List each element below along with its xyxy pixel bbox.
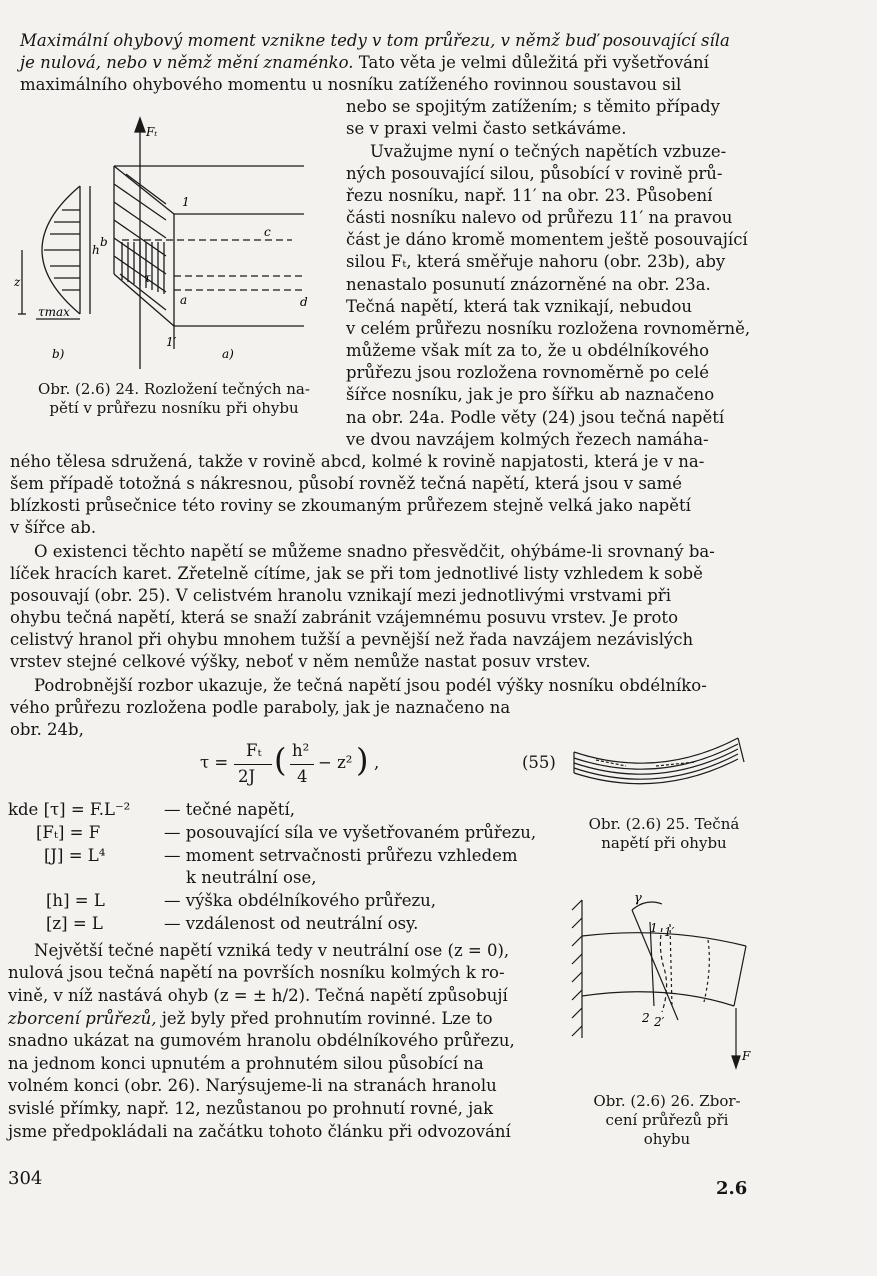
text-line: maximálního ohybového momentu u nosníku zatíženého rovinnou soustavou sil xyxy=(20,75,682,94)
formula-den: 2J xyxy=(238,767,256,786)
text-line: vině, v níž nastává ohyb (z = ± h/2). Tečná napětí způsobují xyxy=(8,986,508,1005)
equation-number: (55) xyxy=(522,753,556,772)
text-line: ného tělesa sdružená, takže v rovině abcd, kolmé k rovině napjatosti, která je v na- xyxy=(10,452,705,471)
text-line: průřezu jsou rozložena rovnoměrně po celé xyxy=(346,363,709,382)
page-number: 304 xyxy=(8,1168,43,1189)
text-line: blízkosti průsečnice této roviny se zkoumaným průřezem stejně velká jako napětí xyxy=(10,496,691,515)
definition-dim: [J] = L⁴ xyxy=(44,846,106,865)
figure-24-caption xyxy=(10,380,338,418)
definition-desc: — tečné napětí, xyxy=(164,800,295,819)
text-line: Tečná napětí, která tak vznikají, nebudou xyxy=(346,297,693,316)
definition-dim: [Fₜ] = F xyxy=(36,823,101,842)
label-a: a xyxy=(180,293,188,307)
definition-desc: — moment setrvačnosti průřezu vzhledem xyxy=(164,846,518,865)
figure-25-diagram xyxy=(566,730,752,800)
label-2-prime: 2′ xyxy=(654,1015,665,1029)
label-1: 1 xyxy=(650,921,658,935)
formula-inner-num: h² xyxy=(292,741,310,760)
definition-dim: [h] = L xyxy=(46,891,105,910)
text-line: nenastalo posunutí znázorněné na obr. 23a. xyxy=(346,275,711,294)
text-span: Tato věta je velmi důležitá při vyšetřování xyxy=(353,53,709,72)
arrow-head-icon xyxy=(135,118,145,132)
text-line: šířce nosníku, jak je pro šířku ab naznačeno xyxy=(346,385,715,404)
label-2: 2 xyxy=(642,1011,650,1025)
text-line xyxy=(8,1008,493,1030)
definition-desc: — vzdálenost od neutrální osy. xyxy=(164,914,419,933)
caption-line: napětí při ohybu xyxy=(601,834,727,852)
figure-26-diagram xyxy=(566,888,766,1078)
label-1-prime: 1′ xyxy=(664,925,675,939)
caption-line: cení průřezů při xyxy=(605,1111,729,1129)
label-d: d xyxy=(300,295,308,309)
text-line: můžeme však mít za to, že u obdélníkového xyxy=(346,341,710,360)
text-line: líček hracích karet. Zřetelně cítíme, jak se při tom jednotlivé listy vzhledem k sobě xyxy=(10,564,703,583)
text-line: silou Fₜ, která směřuje nahoru (obr. 23b), aby xyxy=(346,252,726,271)
text-line: na obr. 24a. Podle věty (24) jsou tečná napětí xyxy=(346,408,725,427)
formula-lhs: τ = xyxy=(200,753,229,772)
label-F: F xyxy=(742,1049,751,1063)
formula-comma: , xyxy=(374,753,380,772)
label-1: 1 xyxy=(182,195,190,209)
fraction-bar xyxy=(290,764,314,765)
arrow-head-icon xyxy=(732,1056,740,1068)
caption-line: Obr. (2.6) 25. Tečná xyxy=(588,815,740,833)
text-line: posouvají (obr. 25). V celistvém hranolu vznikají mezi jednotlivými vrstvami při xyxy=(10,586,671,605)
text-line: Uvažujme nyní o tečných napětích vzbuze- xyxy=(370,142,727,161)
text-line: na jednom konci upnutém a prohnutém silou působící na xyxy=(8,1054,484,1073)
label-Ft: Fₜ xyxy=(146,125,158,139)
italic-sentence: je nulová, nebo v němž mění znaménko. xyxy=(20,53,354,72)
text-line: Podrobnější rozbor ukazuje, že tečná napětí jsou podél výšky nosníku obdélníko- xyxy=(34,676,707,695)
figure-26-caption xyxy=(566,1092,768,1149)
text-line: se v praxi velmi často setkáváme. xyxy=(346,119,627,138)
label-tau: τ xyxy=(144,271,151,285)
text-line: části nosníku nalevo od průřezu 11′ na pravou xyxy=(346,208,733,227)
figure-24-diagram xyxy=(14,114,339,374)
definition-dim: kde [τ] = F.L⁻² xyxy=(8,800,131,819)
caption-line: pětí v průřezu nosníku při ohybu xyxy=(49,399,299,417)
formula-minus-z: − z² xyxy=(318,753,353,772)
text-line: obr. 24b, xyxy=(10,720,84,739)
text-line: jsme předpokládali na začátku tohoto článku při odvozování xyxy=(8,1122,511,1141)
label-z: z xyxy=(14,275,21,289)
label-sub-b: b) xyxy=(52,347,65,361)
text-line: vrstev stejné celkové výšky, neboť v něm nemůže nastat posuv vrstev. xyxy=(10,652,591,671)
paren-close: ) xyxy=(356,741,369,779)
label-b: b xyxy=(100,235,108,249)
definition-desc: — posouvající síla ve vyšetřovaném průřezu, xyxy=(164,823,537,842)
definition-desc: k neutrální ose, xyxy=(186,868,317,887)
label-h: h xyxy=(92,243,100,257)
label-gamma: γ xyxy=(634,891,642,906)
text-line: ohybu tečná napětí, která se snaží zabránit vzájemnému posuvu vrstev. Je proto xyxy=(10,608,679,627)
label-sub-a: a) xyxy=(222,347,234,361)
text-line: ných posouvající silou, působící v rovině prů- xyxy=(346,164,723,183)
text-line: část je dáno kromě momentem ještě posouvající xyxy=(346,230,748,249)
caption-line: ohybu xyxy=(643,1130,691,1148)
text-line: Maximální ohybový moment vznikne tedy v tom průřezu, v němž buď posouvající síla xyxy=(20,31,730,50)
text-line: řezu nosníku, např. 11′ na obr. 23. Působení xyxy=(346,186,713,205)
text-line xyxy=(20,52,709,74)
text-line: v šířce ab. xyxy=(10,518,97,537)
label-1-prime: 1′ xyxy=(166,335,177,349)
text-line: O existenci těchto napětí se můžeme snadno přesvědčit, ohýbáme-li srovnaný ba- xyxy=(34,542,715,561)
label-c: c xyxy=(264,225,271,239)
definition-desc: — výška obdélníkového průřezu, xyxy=(164,891,437,910)
text-line: volném konci (obr. 26). Narýsujeme-li na stranách hranolu xyxy=(8,1076,497,1095)
text-line: celistvý hranol při ohybu mnohem tužší a pevnější než řada navzájem nezávislých xyxy=(10,630,694,649)
formula-num: Fₜ xyxy=(246,741,262,760)
text-line: nulová jsou tečná napětí na površích nosníku kolmých k ro- xyxy=(8,963,505,982)
text-line: svislé přímky, např. 12, nezůstanou po prohnutí rovné, jak xyxy=(8,1099,494,1118)
text-line: ve dvou navzájem kolmých řezech namáha- xyxy=(346,430,709,449)
section-number: 2.6 xyxy=(716,1178,748,1199)
formula-inner-den: 4 xyxy=(297,767,308,786)
text-span: jež byly před prohnutím rovinné. Lze to xyxy=(156,1009,493,1028)
italic-term: zborcení průřezů, xyxy=(8,1009,157,1028)
text-line: nebo se spojitým zatížením; s těmito případy xyxy=(346,97,720,116)
text-line: vého průřezu rozložena podle paraboly, jak je naznačeno na xyxy=(10,698,511,717)
text-line: snadno ukázat na gumovém hranolu obdélníkového průřezu, xyxy=(8,1031,515,1050)
fraction-bar xyxy=(234,764,272,765)
caption-line: Obr. (2.6) 26. Zbor- xyxy=(593,1092,741,1110)
caption-line: Obr. (2.6) 24. Rozložení tečných na- xyxy=(38,380,310,398)
text-line: v celém průřezu nosníku rozložena rovnoměrně, xyxy=(346,319,751,338)
figure-25-caption xyxy=(566,815,762,853)
text-line: Největší tečné napětí vzniká tedy v neutrální ose (z = 0), xyxy=(34,941,510,960)
paren-open: ( xyxy=(274,741,287,779)
definition-dim: [z] = L xyxy=(46,914,103,933)
text-line: šem případě totožná s nákresnou, působí rovněž tečná napětí, která jsou v samé xyxy=(10,474,683,493)
label-tau-max: τmax xyxy=(38,305,70,319)
